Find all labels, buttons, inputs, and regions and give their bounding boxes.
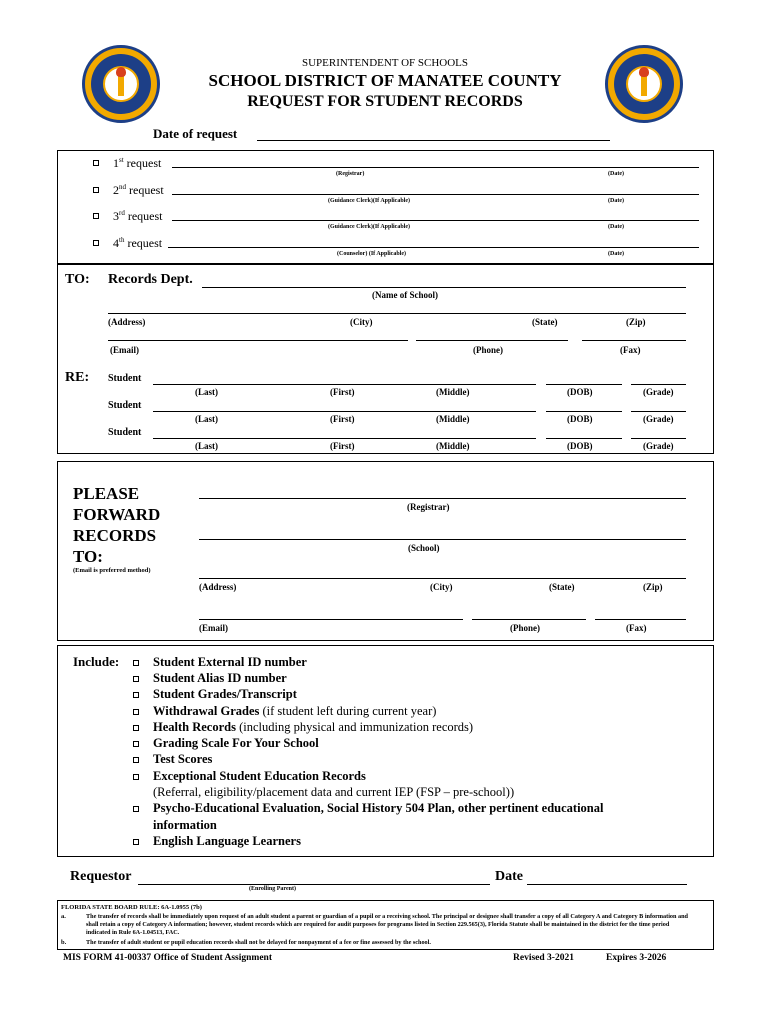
student-1-label: Student (108, 373, 142, 384)
to-email-label: (Email) (110, 345, 139, 355)
date-of-request-label: Date of request (153, 126, 238, 141)
requestor-label: Requestor (70, 869, 132, 884)
student-2-label: Student (108, 400, 142, 411)
to-label: TO: (65, 272, 90, 287)
request-4-checkbox[interactable] (93, 240, 99, 246)
forward-phone-field[interactable] (472, 619, 586, 620)
student-2-name-field[interactable] (153, 411, 536, 412)
forward-zip-label: (Zip) (643, 582, 663, 592)
student-1-middle: (Middle) (436, 387, 470, 397)
include-item-ese-detail: (Referral, eligibility/placement data and current IEP (FSP – pre-school)) (153, 785, 515, 799)
student-2-dob-field[interactable] (546, 411, 622, 412)
forward-address-field[interactable] (199, 578, 686, 579)
district-title: SCHOOL DISTRICT OF MANATEE COUNTY (208, 71, 562, 90)
student-2-first: (First) (330, 414, 355, 424)
forward-email-label: (Email) (199, 623, 228, 633)
request-4-field[interactable] (168, 247, 699, 248)
student-3-first: (First) (330, 441, 355, 451)
forward-registrar-field[interactable] (199, 498, 686, 499)
forward-school-label: (School) (408, 543, 440, 553)
to-city-label: (City) (350, 317, 373, 327)
date-of-request-field[interactable] (257, 140, 610, 141)
student-1-dob: (DOB) (567, 387, 593, 397)
request-1-label: 1st request (113, 156, 162, 170)
district-seal-left-icon (82, 45, 160, 123)
form-id: MIS FORM 41-00337 Office of Student Assignment (63, 953, 272, 963)
include-item-grades: Student Grades/Transcript (153, 687, 297, 701)
email-preferred-note: (Email is preferred method) (73, 567, 151, 574)
include-alias-id-checkbox[interactable] (133, 676, 139, 682)
request-2-sub-right: (Date) (608, 198, 624, 204)
forward-phone-label: (Phone) (510, 623, 540, 633)
to-state-label: (State) (532, 317, 558, 327)
include-label: Include: (73, 654, 120, 669)
please-forward-heading: PLEASE FORWARD RECORDS TO: (73, 484, 161, 566)
forward-fax-label: (Fax) (626, 623, 647, 633)
forward-registrar-label: (Registrar) (407, 502, 450, 512)
include-item-health: Health Records (including physical and immunization records) (153, 720, 474, 734)
requestor-date-field[interactable] (527, 884, 687, 885)
name-of-school-label: (Name of School) (372, 290, 438, 300)
to-fax-label: (Fax) (620, 345, 641, 355)
student-1-dob-field[interactable] (546, 384, 622, 385)
request-2-field[interactable] (172, 194, 699, 195)
district-seal-right-icon (605, 45, 683, 123)
include-item-psycho-cont: information (153, 818, 217, 832)
include-item-alias-id: Student Alias ID number (153, 671, 287, 685)
requestor-field[interactable] (138, 884, 490, 885)
include-item-grading-scale: Grading Scale For Your School (153, 736, 319, 750)
student-1-name-field[interactable] (153, 384, 536, 385)
student-3-grade: (Grade) (643, 441, 674, 451)
request-4-label: 4th request (113, 236, 163, 250)
forward-fax-field[interactable] (595, 619, 686, 620)
revised-date: Revised 3-2021 (513, 953, 574, 963)
forward-city-label: (City) (430, 582, 453, 592)
forward-school-field[interactable] (199, 539, 686, 540)
expires-date: Expires 3-2026 (606, 953, 667, 963)
to-zip-label: (Zip) (626, 317, 646, 327)
to-email-field[interactable] (108, 340, 408, 341)
request-2-label: 2nd request (113, 183, 164, 197)
include-psycho-checkbox[interactable] (133, 806, 139, 812)
to-address-label: (Address) (108, 317, 146, 327)
student-3-grade-field[interactable] (631, 438, 686, 439)
student-3-dob: (DOB) (567, 441, 593, 451)
request-1-sub-left: (Registrar) (336, 171, 365, 177)
requestor-sub-label: (Enrolling Parent) (249, 886, 296, 892)
include-health-checkbox[interactable] (133, 725, 139, 731)
include-external-id-checkbox[interactable] (133, 660, 139, 666)
request-3-checkbox[interactable] (93, 213, 99, 219)
student-2-dob: (DOB) (567, 414, 593, 424)
include-item-ese: Exceptional Student Education Records (153, 769, 366, 783)
student-1-grade-field[interactable] (631, 384, 686, 385)
to-fax-field[interactable] (582, 340, 686, 341)
request-2-checkbox[interactable] (93, 187, 99, 193)
rule-a-text: The transfer of records shall be immediately upon request of an adult student a parent or guardian of a pupil or a receiving school. The principal or designee shall transfer a copy of all Category A and Category B information and shall retain a copy of Category A information; however, student records which are required for audit purposes for programs listed in Section 229.565(3), Florida Statute shall be maintained in the district for the time period indicated in Rule 6A-1.04513, FAC. (86, 913, 688, 936)
student-3-dob-field[interactable] (546, 438, 622, 439)
include-test-scores-checkbox[interactable] (133, 757, 139, 763)
student-3-middle: (Middle) (436, 441, 470, 451)
request-3-label: 3rd request (113, 209, 163, 223)
student-3-last: (Last) (195, 441, 218, 451)
to-phone-label: (Phone) (473, 345, 503, 355)
include-ell-checkbox[interactable] (133, 839, 139, 845)
student-2-grade: (Grade) (643, 414, 674, 424)
to-phone-field[interactable] (416, 340, 568, 341)
student-3-name-field[interactable] (153, 438, 536, 439)
request-4-sub-left: (Counselor) (If Applicable) (337, 251, 406, 257)
include-item-psycho: Psycho-Educational Evaluation, Social History 504 Plan, other pertinent educational (153, 801, 604, 815)
re-label: RE: (65, 370, 90, 385)
rule-b-text: The transfer of adult student or pupil education records shall not be delayed for nonpayment of a fee or fine assessed by the school. (86, 939, 431, 946)
rule-a-label: a. (61, 913, 66, 920)
records-dept-label: Records Dept. (108, 272, 193, 287)
student-2-last: (Last) (195, 414, 218, 424)
student-2-grade-field[interactable] (631, 411, 686, 412)
include-item-test-scores: Test Scores (153, 752, 213, 766)
include-grades-checkbox[interactable] (133, 692, 139, 698)
forward-email-field[interactable] (199, 619, 463, 620)
include-grading-scale-checkbox[interactable] (133, 741, 139, 747)
student-1-grade: (Grade) (643, 387, 674, 397)
request-2-sub-left: (Guidance Clerk)(If Applicable) (328, 198, 410, 204)
student-2-middle: (Middle) (436, 414, 470, 424)
include-item-external-id: Student External ID number (153, 655, 307, 669)
request-3-sub-right: (Date) (608, 224, 624, 230)
include-ese-checkbox[interactable] (133, 774, 139, 780)
superintendent-heading: SUPERINTENDENT OF SCHOOLS (301, 57, 469, 69)
request-3-field[interactable] (172, 220, 699, 221)
forward-address-label: (Address) (199, 582, 237, 592)
include-item-withdrawal: Withdrawal Grades (if student left during current year) (153, 704, 437, 718)
student-1-last: (Last) (195, 387, 218, 397)
request-1-checkbox[interactable] (93, 160, 99, 166)
form-title: REQUEST FOR STUDENT RECORDS (247, 93, 523, 110)
forward-state-label: (State) (549, 582, 575, 592)
school-name-field[interactable] (202, 287, 686, 288)
student-3-label: Student (108, 427, 142, 438)
student-1-first: (First) (330, 387, 355, 397)
include-withdrawal-checkbox[interactable] (133, 709, 139, 715)
request-1-sub-right: (Date) (608, 171, 624, 177)
request-1-field[interactable] (172, 167, 699, 168)
request-3-sub-left: (Guidance Clerk)(If Applicable) (328, 224, 410, 230)
to-address-field[interactable] (108, 313, 686, 314)
rule-heading: FLORIDA STATE BOARD RULE: 6A-1.0955 (7b) (61, 904, 202, 911)
include-item-ell: English Language Learners (153, 834, 301, 848)
request-4-sub-right: (Date) (608, 251, 624, 257)
requestor-date-label: Date (495, 869, 523, 884)
rule-b-label: b. (61, 939, 67, 946)
